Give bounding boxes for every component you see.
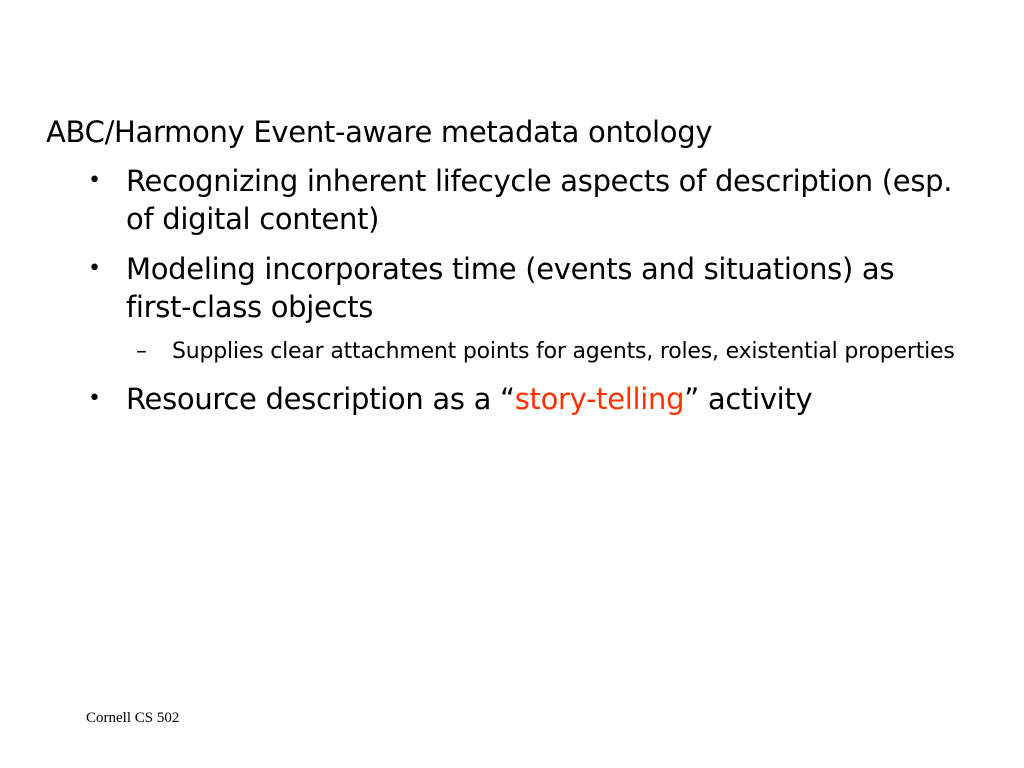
bullet-marker: •	[88, 386, 101, 411]
bullet-marker: •	[88, 256, 101, 281]
bullet-text	[126, 382, 812, 416]
bullet-item	[88, 250, 968, 368]
sub-bullet-marker: –	[136, 339, 147, 364]
sub-bullet-list	[126, 336, 968, 368]
slide-heading: ABC/Harmony Event-aware metadata ontology	[46, 115, 713, 149]
sub-bullet-text: Supplies clear attachment points for agents, roles, existential properties	[172, 339, 955, 364]
bullet-item	[88, 162, 968, 238]
slide-footer: Cornell CS 502	[86, 710, 180, 726]
bullet-text: Modeling incorporates time (events and situations) as first-class objects	[126, 252, 895, 324]
bullet-item	[88, 380, 968, 418]
bullet-list	[88, 162, 968, 430]
sub-bullet-item	[126, 336, 968, 368]
bullet-text-suffix: ” activity	[684, 382, 813, 416]
bullet-marker: •	[88, 168, 101, 193]
highlighted-phrase: story-telling	[514, 382, 685, 416]
bullet-text: Recognizing inherent lifecycle aspects of description (esp. of digital content)	[126, 164, 953, 236]
bullet-text-prefix: Resource description as a “	[126, 382, 515, 416]
